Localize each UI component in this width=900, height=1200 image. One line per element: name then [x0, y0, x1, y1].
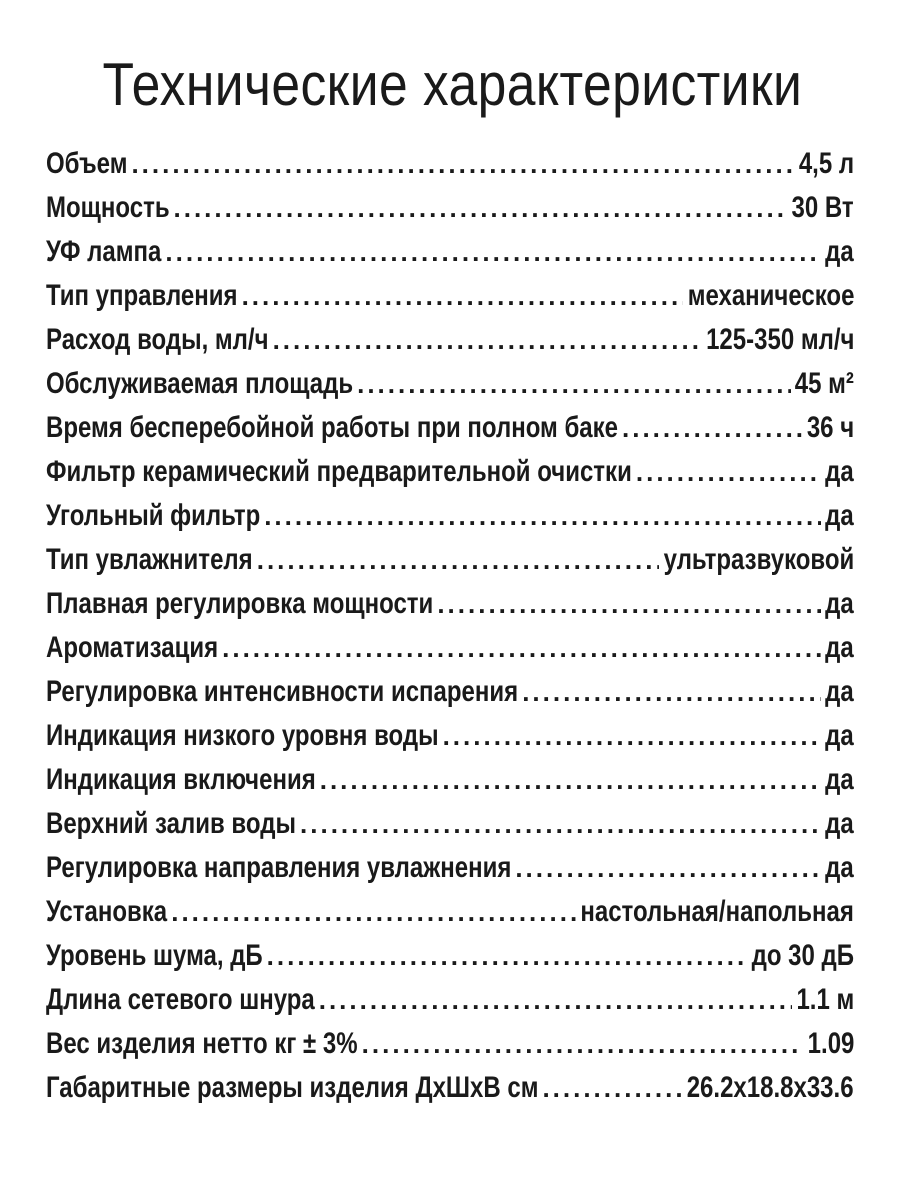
spec-row	[46, 934, 854, 978]
spec-value: да	[825, 807, 854, 840]
spec-row	[46, 450, 854, 494]
dot-leader	[320, 758, 822, 802]
dot-leader	[222, 626, 821, 670]
dot-leader	[362, 1022, 804, 1066]
spec-name: Индикация низкого уровня воды	[46, 719, 439, 752]
dot-leader	[171, 890, 576, 934]
spec-row	[46, 494, 854, 538]
spec-name: Индикация включения	[46, 763, 316, 796]
spec-value: 26.2x18.8x33.6	[687, 1071, 854, 1104]
spec-value: да	[825, 499, 854, 532]
spec-row	[46, 626, 854, 670]
spec-value: 1.1 м	[796, 983, 854, 1016]
spec-value: да	[825, 851, 854, 884]
dot-leader	[165, 230, 821, 274]
spec-value: настольная/напольная	[580, 895, 854, 928]
spec-row	[46, 1066, 854, 1110]
dot-leader	[515, 846, 821, 890]
spec-value: 1.09	[807, 1027, 854, 1060]
spec-name: Уровень шума, дБ	[46, 939, 263, 972]
spec-name: Верхний залив воды	[46, 807, 296, 840]
spec-name: Мощность	[46, 191, 170, 224]
spec-row	[46, 538, 854, 582]
spec-value: механическое	[687, 279, 854, 312]
dot-leader	[257, 538, 660, 582]
page-title: Технические характеристики	[102, 51, 803, 118]
spec-value: да	[825, 675, 854, 708]
spec-list	[46, 142, 854, 1110]
dot-leader	[542, 1066, 683, 1110]
spec-value: 125-350 мл/ч	[705, 323, 854, 356]
spec-row	[46, 890, 854, 934]
spec-row	[46, 802, 854, 846]
dot-leader	[300, 802, 821, 846]
dot-leader	[319, 978, 792, 1022]
spec-name: Габаритные размеры изделия ДхШхВ см	[46, 1071, 539, 1104]
spec-name: Расход воды, мл/ч	[46, 323, 269, 356]
spec-value: да	[825, 455, 854, 488]
spec-value: да	[825, 719, 854, 752]
dot-leader	[437, 582, 821, 626]
dot-leader	[357, 362, 791, 406]
spec-name: Фильтр керамический предварительной очистки	[46, 455, 632, 488]
spec-name: Тип увлажнителя	[46, 543, 253, 576]
spec-row	[46, 670, 854, 714]
dot-leader	[443, 714, 822, 758]
spec-value: ультразвуковой	[663, 543, 854, 576]
spec-name: Тип управления	[46, 279, 238, 312]
spec-name: Объем	[46, 147, 128, 180]
dot-leader	[242, 274, 684, 318]
spec-row	[46, 846, 854, 890]
spec-value: 36 ч	[806, 411, 854, 444]
spec-name: Длина сетевого шнура	[46, 983, 315, 1016]
dot-leader	[267, 934, 748, 978]
spec-name: Время бесперебойной работы при полном баке	[46, 411, 618, 444]
spec-name: Ароматизация	[46, 631, 219, 664]
dot-leader	[273, 318, 702, 362]
spec-row	[46, 230, 854, 274]
spec-name: Плавная регулировка мощности	[46, 587, 434, 620]
spec-row	[46, 978, 854, 1022]
spec-name: Угольный фильтр	[46, 499, 261, 532]
spec-row	[46, 142, 854, 186]
spec-row	[46, 582, 854, 626]
spec-name: УФ лампа	[46, 235, 162, 268]
spec-value: да	[825, 235, 854, 268]
dot-leader	[636, 450, 822, 494]
spec-name: Регулировка интенсивности испарения	[46, 675, 519, 708]
dot-leader	[622, 406, 803, 450]
spec-value: да	[825, 763, 854, 796]
spec-value: 4,5 л	[798, 147, 854, 180]
spec-value: 45 м²	[794, 367, 854, 400]
spec-value: 30 Вт	[791, 191, 854, 224]
spec-name: Установка	[46, 895, 168, 928]
spec-name: Вес изделия нетто кг ± 3%	[46, 1027, 358, 1060]
spec-row	[46, 1022, 854, 1066]
spec-row	[46, 318, 854, 362]
spec-value: да	[825, 631, 854, 664]
dot-leader	[264, 494, 821, 538]
dot-leader	[131, 142, 794, 186]
spec-value: до 30 дБ	[751, 939, 854, 972]
spec-name: Обслуживаемая площадь	[46, 367, 354, 400]
spec-value: да	[825, 587, 854, 620]
spec-name: Регулировка направления увлажнения	[46, 851, 512, 884]
spec-row	[46, 186, 854, 230]
dot-leader	[522, 670, 821, 714]
dot-leader	[174, 186, 788, 230]
spec-row	[46, 714, 854, 758]
spec-row	[46, 274, 854, 318]
spec-row	[46, 362, 854, 406]
spec-row	[46, 406, 854, 450]
spec-row	[46, 758, 854, 802]
